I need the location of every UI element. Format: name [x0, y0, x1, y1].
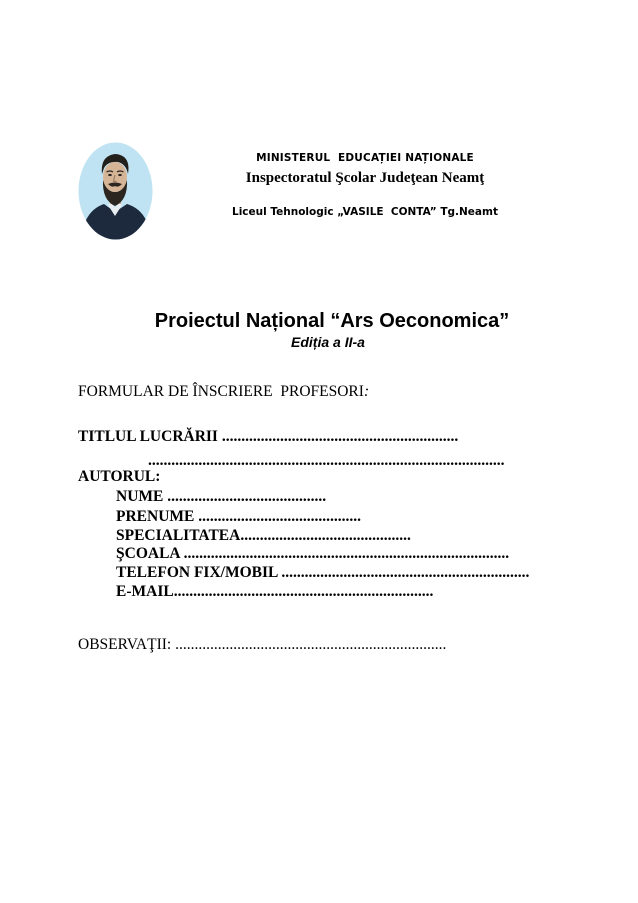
school-name: Liceul Tehnologic „VASILE CONTA” Tg.Neamt: [232, 206, 498, 218]
portrait-medallion-icon: [78, 142, 153, 240]
project-title: Proiectul Național “Ars Oeconomica”: [154, 310, 510, 332]
form-heading-colon: :: [363, 383, 370, 400]
specialty-field[interactable]: SPECIALITATEA............................................: [116, 527, 411, 544]
observations-field[interactable]: OBSERVAŢII: ......................................................................: [78, 636, 447, 653]
project-edition: Ediția a II-a: [291, 334, 365, 350]
email-field[interactable]: E-MAIL...................................................................: [116, 583, 434, 600]
title-field-continuation[interactable]: ............................................................................................: [148, 452, 505, 469]
name-field[interactable]: NUME .........................................: [116, 488, 327, 505]
form-heading-text: FORMULAR DE ÎNSCRIERE PROFESORI: [78, 383, 364, 400]
school-field[interactable]: ŞCOALA ....................................................................................: [116, 545, 510, 562]
inspectorate-name: Inspectoratul Şcolar Judeţean Neamţ: [245, 170, 485, 186]
ministry-name: MINISTERUL EDUCAȚIEI NAȚIONALE: [256, 152, 474, 164]
author-label: AUTORUL:: [78, 468, 161, 485]
phone-field[interactable]: TELEFON FIX/MOBIL ................................................................: [116, 564, 530, 581]
surname-field[interactable]: PRENUME ..........................................: [116, 508, 361, 525]
title-field[interactable]: TITLUL LUCRĂRII .............................................................: [78, 428, 459, 445]
form-heading: [78, 383, 369, 401]
